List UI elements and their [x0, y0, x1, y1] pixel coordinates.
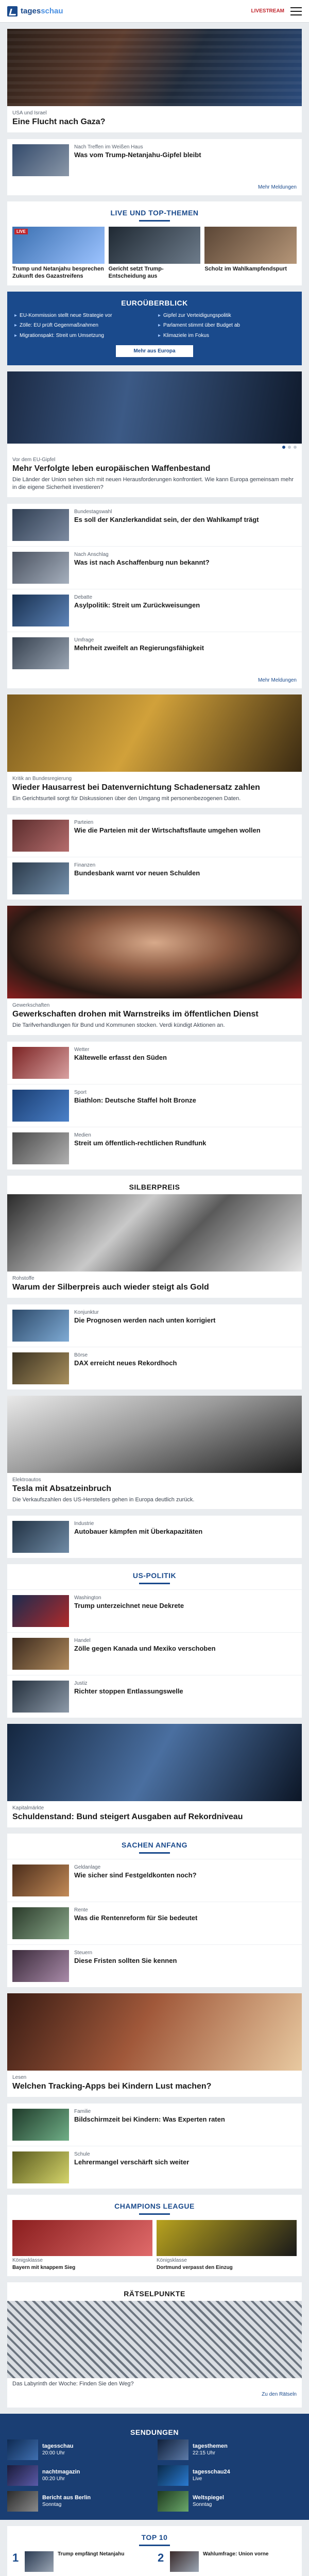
feature-article[interactable]	[7, 1993, 302, 2097]
list-item[interactable]	[7, 139, 302, 181]
feature-topline: Kapitalmärkte	[12, 1805, 44, 1811]
cl-tile-image	[12, 2220, 152, 2256]
list-item-headline[interactable]: Autobauer kämpfen mit Überkapazitäten	[74, 1527, 203, 1535]
list-item-topline: Washington	[74, 1595, 101, 1601]
feature-headline[interactable]: Gewerkschaften drohen mit Warnstreiks im öffentlichen Dienst	[12, 1010, 259, 1019]
europe-item[interactable]: ▸ Klimaziele im Fokus	[158, 332, 295, 340]
hero-topline: USA und Israel	[12, 110, 47, 116]
live-tile-headline[interactable]: Scholz im Wahlkampfendspurt	[204, 266, 287, 272]
top-10-thumbnail	[170, 2551, 199, 2572]
feature-headline[interactable]: Tesla mit Absatzeinbruch	[12, 1484, 112, 1493]
champions-league-section	[7, 2195, 302, 2277]
list-item-image	[12, 595, 69, 626]
section-underline	[139, 220, 170, 222]
broadcast-name: tagesschau24	[193, 2469, 230, 2476]
section-title: RÄTSELPUNKTE	[124, 2290, 185, 2298]
list-item[interactable]	[7, 1084, 302, 1127]
section-title: SENDUNGEN	[130, 2428, 179, 2436]
list-item-headline[interactable]: Was die Rentenreform für Sie bedeutet	[74, 1913, 198, 1922]
list-item-headline[interactable]: Streit um öffentlich-rechtlichen Rundfunk	[74, 1139, 207, 1147]
list-item[interactable]	[7, 1304, 302, 1347]
list-item-headline[interactable]: Diese Fristen sollten Sie kennen	[74, 1956, 177, 1964]
puzzle-caption: Das Labyrinth der Woche: Finden Sie den Weg?	[12, 2381, 134, 2387]
list-item-image	[12, 509, 69, 541]
silver-image	[7, 1194, 302, 1272]
broadcast-time: Sonntag	[42, 2502, 62, 2508]
broadcast-item[interactable]	[158, 2439, 302, 2460]
europe-item[interactable]: ▸ Parlament stimmt über Budget ab	[158, 322, 295, 329]
list-item[interactable]	[7, 1859, 302, 1902]
list-item-headline[interactable]: Biathlon: Deutsche Staffel holt Bronze	[74, 1096, 196, 1104]
feature-image	[7, 906, 302, 998]
list-item-topline: Schule	[74, 2151, 90, 2157]
list-item-image	[12, 1090, 69, 1122]
feature-article[interactable]	[7, 371, 302, 497]
list-item[interactable]	[7, 1347, 302, 1389]
list-item[interactable]	[7, 857, 302, 900]
list-item-headline[interactable]: Zölle gegen Kanada und Mexiko verschoben	[74, 1644, 216, 1652]
list-item-image	[12, 1950, 69, 1982]
section-underline	[139, 1852, 170, 1854]
feature-image	[7, 694, 302, 772]
list-item-topline: Finanzen	[74, 862, 96, 869]
list-item-topline: Börse	[74, 1352, 88, 1358]
list-item[interactable]	[7, 1515, 302, 1558]
list-item-topline: Sport	[74, 1089, 87, 1095]
broadcast-item[interactable]	[7, 2491, 151, 2512]
list-item-topline: Nach Anschlag	[74, 551, 109, 557]
silver-headline[interactable]: Warum der Silberpreis auch wieder steigt als Gold	[12, 1282, 209, 1292]
broadcast-thumbnail	[158, 2465, 188, 2486]
list-item[interactable]	[7, 2103, 302, 2146]
list-item-headline[interactable]: Wie sicher sind Festgeldkonten noch?	[74, 1871, 197, 1879]
feature-headline[interactable]: Mehr Verfolgte leben europäischen Waffenbestand	[12, 464, 211, 473]
list-item-topline: Bundestagswahl	[74, 509, 112, 515]
top-10-rank: 1	[12, 2551, 19, 2564]
list-item-topline: Steuern	[74, 1950, 93, 1956]
top-10-section	[7, 2526, 302, 2576]
hero-image	[7, 29, 302, 106]
broadcast-time: 22:15 Uhr	[193, 2450, 215, 2456]
feature-topline: Vor dem EU-Gipfel	[12, 457, 56, 463]
feature-article[interactable]	[7, 906, 302, 1035]
feature-topline: Gewerkschaften	[12, 1003, 50, 1009]
live-top-section	[7, 201, 302, 285]
list-item-image	[12, 1132, 69, 1164]
news-list	[7, 503, 302, 688]
live-tile-image	[12, 227, 105, 264]
europe-more-button[interactable]: Mehr aus Europa	[116, 345, 193, 357]
list-item-image	[12, 2151, 69, 2183]
feature-headline[interactable]: Welchen Tracking-Apps bei Kindern Lust machen?	[12, 2081, 212, 2091]
section-title: SACHEN ANFANG	[121, 1840, 188, 1849]
feature-image	[7, 1993, 302, 2071]
list-item[interactable]	[7, 1944, 302, 1987]
europe-item[interactable]: ▸ Migrationspakt: Streit um Umsetzung	[14, 332, 151, 340]
list-item-headline[interactable]: Mehrheit zweifelt an Regierungsfähigkeit	[74, 643, 204, 652]
livestream-link[interactable]: LIVESTREAM	[251, 8, 284, 14]
list-item-topline: Geldanlage	[74, 1864, 101, 1870]
feature-teaser: Ein Gerichtsurteil sorgt für Diskussionen über den Umgang mit personenbezogenen Daten.	[12, 795, 241, 802]
more-link[interactable]: Mehr Meldungen	[258, 677, 297, 683]
list-item-headline[interactable]: DAX erreicht neues Rekordhoch	[74, 1359, 177, 1367]
money-section	[7, 1834, 302, 1987]
broadcast-item[interactable]	[158, 2465, 302, 2486]
broadcast-name: tagesschau	[42, 2443, 74, 2450]
hamburger-menu-icon[interactable]	[290, 7, 302, 15]
list-item-topline: Handel	[74, 1637, 91, 1643]
broadcasts-section	[0, 2414, 309, 2520]
feature-article[interactable]	[7, 1396, 302, 1509]
list-item-headline[interactable]: Was vom Trump-Netanjahu-Gipfel bleibt	[74, 151, 201, 159]
feature-teaser: Die Länder der Union sehen sich mit neuen Herausforderungen konfrontiert. Wie kann Europa gemeinsam mehr in die eigene Sicherheit investieren?	[12, 477, 294, 491]
list-item-image	[12, 1595, 69, 1627]
lead-list	[7, 139, 302, 195]
top-10-rank: 2	[158, 2551, 164, 2564]
list-item-headline[interactable]: Bildschirmzeit bei Kindern: Was Experten raten	[74, 2115, 225, 2123]
broadcast-time: Sonntag	[193, 2502, 212, 2508]
broadcast-item[interactable]	[7, 2465, 151, 2486]
broadcast-time: Live	[193, 2476, 202, 2482]
feature-topline: Kritik an Bundesregierung	[12, 775, 72, 782]
top-right-controls	[251, 7, 302, 15]
list-item-topline: Rente	[74, 1907, 88, 1913]
section-title: SILBERPREIS	[129, 1182, 180, 1191]
list-item-topline: Umfrage	[74, 637, 94, 643]
feature-image	[7, 1396, 302, 1473]
list-item[interactable]	[7, 1589, 302, 1632]
section-underline	[139, 2545, 170, 2546]
top-10-headline[interactable]: Trump empfängt Netanjahu	[58, 2551, 125, 2557]
puzzle-section	[7, 2282, 302, 2407]
news-list	[7, 1515, 302, 1558]
news-list	[7, 1041, 302, 1170]
europe-item[interactable]: ▸ Zölle: EU prüft Gegenmaßnahmen	[14, 322, 151, 329]
list-item-headline[interactable]: Asylpolitik: Streit um Zurückweisungen	[74, 601, 200, 609]
europe-overview-box	[7, 292, 302, 366]
broadcast-thumbnail	[7, 2465, 38, 2486]
list-item[interactable]	[7, 1041, 302, 1084]
section-title: CHAMPIONS LEAGUE	[114, 2201, 195, 2210]
feature-headline[interactable]: Wieder Hausarrest bei Datenvernichtung Schadenersatz zahlen	[12, 783, 260, 792]
list-item-headline[interactable]: Bundesbank warnt vor neuen Schulden	[74, 869, 200, 877]
list-item-image	[12, 1865, 69, 1896]
list-item[interactable]	[7, 546, 302, 589]
list-item-headline[interactable]: Kältewelle erfasst den Süden	[74, 1053, 167, 1061]
list-item-headline[interactable]: Richter stoppen Entlassungswelle	[74, 1687, 183, 1695]
feature-topline: Elektroautos	[12, 1477, 41, 1483]
top-10-item[interactable]	[158, 2551, 297, 2572]
list-item-headline[interactable]: Wie die Parteien mit der Wirtschaftsflaute umgehen wollen	[74, 826, 261, 835]
broadcast-name: Weltspiegel	[193, 2495, 224, 2501]
live-tile[interactable]	[109, 227, 201, 280]
feature-image	[7, 1724, 302, 1801]
section-underline	[139, 2213, 170, 2215]
live-badge: LIVE	[14, 229, 28, 234]
live-tile-headline[interactable]: Gericht setzt Trump-Entscheidung aus	[108, 266, 164, 279]
list-item-topline: Wetter	[74, 1046, 90, 1053]
list-item-image	[12, 1907, 69, 1939]
news-list	[7, 1304, 302, 1389]
broadcast-thumbnail	[158, 2439, 188, 2460]
list-item-headline[interactable]: Trump unterzeichnet neue Dekrete	[74, 1601, 184, 1609]
europe-overview-title: EUROÜBERBLICK	[121, 298, 188, 307]
feature-topline: Lesen	[12, 2074, 27, 2080]
feature-article[interactable]	[7, 1724, 302, 1827]
broadcast-item[interactable]	[158, 2491, 302, 2512]
list-item-image	[12, 144, 69, 176]
list-item[interactable]	[7, 1902, 302, 1944]
list-item-topline: Justiz	[74, 1680, 88, 1686]
cl-tile-topline: Königsklasse	[12, 2257, 43, 2263]
list-item-image	[12, 1047, 69, 1079]
live-tile-headline[interactable]: Trump und Netanjahu besprechen Zukunft des Gazastreifens	[12, 266, 104, 279]
broadcast-item[interactable]	[7, 2439, 151, 2460]
more-link[interactable]: Mehr Meldungen	[258, 184, 297, 190]
puzzle-button[interactable]: Zu den Rätseln	[262, 2391, 297, 2397]
europe-item[interactable]: ▸ Gipfel zur Verteidigungspolitik	[158, 312, 295, 319]
broadcast-time: 20:00 Uhr	[42, 2450, 65, 2456]
feature-article[interactable]	[7, 694, 302, 808]
list-item-topline: Debatte	[74, 594, 93, 600]
list-item[interactable]	[7, 2146, 302, 2189]
logo-wordmark: tagesschau	[21, 7, 63, 15]
cl-tile[interactable]	[157, 2220, 297, 2272]
section-underline	[139, 1583, 170, 1584]
silver-section[interactable]	[7, 1176, 302, 1298]
maze-image[interactable]	[7, 2301, 302, 2378]
top-navigation-bar	[0, 0, 309, 23]
logo-icon	[7, 6, 18, 16]
top-10-headline[interactable]: Wahlumfrage: Union vorne	[203, 2551, 269, 2557]
cl-tile-topline: Königsklasse	[157, 2257, 187, 2263]
live-tile-image	[109, 227, 201, 264]
list-item[interactable]	[7, 632, 302, 674]
slider-dots[interactable]	[7, 444, 302, 453]
list-item-image	[12, 637, 69, 669]
top-10-item[interactable]	[12, 2551, 151, 2572]
hero-headline[interactable]: Eine Flucht nach Gaza?	[12, 117, 106, 126]
hero-article[interactable]	[7, 29, 302, 132]
us-politics-section	[7, 1564, 302, 1718]
list-item-headline[interactable]: Lehrermangel verschärft sich weiter	[74, 2158, 190, 2166]
list-item-topline: Parteien	[74, 820, 94, 826]
feature-teaser: Die Tarifverhandlungen für Bund und Kommunen stocken. Verdi kündigt Aktionen an.	[12, 1022, 225, 1029]
list-item-topline: Nach Treffen im Weißen Haus	[74, 144, 143, 150]
list-item-topline: Konjunktur	[74, 1309, 99, 1315]
europe-item[interactable]: ▸ EU-Kommission stellt neue Strategie vor	[14, 312, 151, 319]
list-item[interactable]	[7, 814, 302, 857]
list-item-topline: Familie	[74, 2108, 91, 2114]
list-item[interactable]	[7, 589, 302, 632]
broadcast-time: 00:20 Uhr	[42, 2476, 65, 2482]
list-item-image	[12, 1638, 69, 1670]
broadcast-thumbnail	[158, 2491, 188, 2512]
section-title: TOP 10	[141, 2533, 168, 2541]
list-item-image	[12, 2109, 69, 2141]
list-item-image	[12, 862, 69, 894]
list-item-image	[12, 1521, 69, 1553]
live-tile[interactable]	[12, 227, 105, 280]
top-10-thumbnail	[25, 2551, 54, 2572]
list-item-topline: Medien	[74, 1132, 91, 1138]
news-list	[7, 2103, 302, 2189]
list-item-headline[interactable]: Es soll der Kanzlerkandidat sein, der den Wahlkampf trägt	[74, 515, 259, 523]
cl-tile-image	[157, 2220, 297, 2256]
cl-tile-headline[interactable]: Bayern mit knappem Sieg	[12, 2264, 76, 2270]
cl-tile-headline[interactable]: Dortmund verpasst den Einzug	[157, 2264, 233, 2270]
cl-tile[interactable]	[12, 2220, 152, 2272]
list-item-headline[interactable]: Was ist nach Aschaffenburg nun bekannt?	[74, 558, 210, 566]
list-item-headline[interactable]: Die Prognosen werden nach unten korrigiert	[74, 1316, 216, 1324]
feature-image	[7, 371, 302, 444]
list-item-image	[12, 552, 69, 584]
tagesschau-logo[interactable]	[7, 6, 63, 16]
section-title: LIVE UND TOP-THEMEN	[110, 209, 199, 217]
feature-headline[interactable]: Schuldenstand: Bund steigert Ausgaben auf Rekordniveau	[12, 1812, 243, 1821]
broadcast-thumbnail	[7, 2491, 38, 2512]
live-tile[interactable]	[204, 227, 297, 280]
list-item-image	[12, 1310, 69, 1342]
list-item-image	[12, 820, 69, 852]
broadcast-name: Bericht aus Berlin	[42, 2495, 91, 2501]
broadcast-thumbnail	[7, 2439, 38, 2460]
news-list	[7, 814, 302, 900]
list-item-topline: Industrie	[74, 1520, 94, 1527]
section-title: US-POLITIK	[132, 1571, 177, 1580]
list-item[interactable]	[7, 1632, 302, 1675]
broadcast-name: nachtmagazin	[42, 2469, 80, 2476]
broadcast-name: tagesthemen	[193, 2443, 228, 2450]
list-item[interactable]	[7, 1127, 302, 1170]
list-item[interactable]	[7, 1675, 302, 1718]
live-tile-image	[204, 227, 297, 264]
list-item-image	[12, 1681, 69, 1713]
silver-topline: Rohstoffe	[12, 1275, 35, 1281]
list-item-image	[12, 1352, 69, 1384]
list-item[interactable]	[7, 503, 302, 546]
feature-teaser: Die Verkaufszahlen des US-Herstellers gehen in Europa deutlich zurück.	[12, 1496, 195, 1503]
